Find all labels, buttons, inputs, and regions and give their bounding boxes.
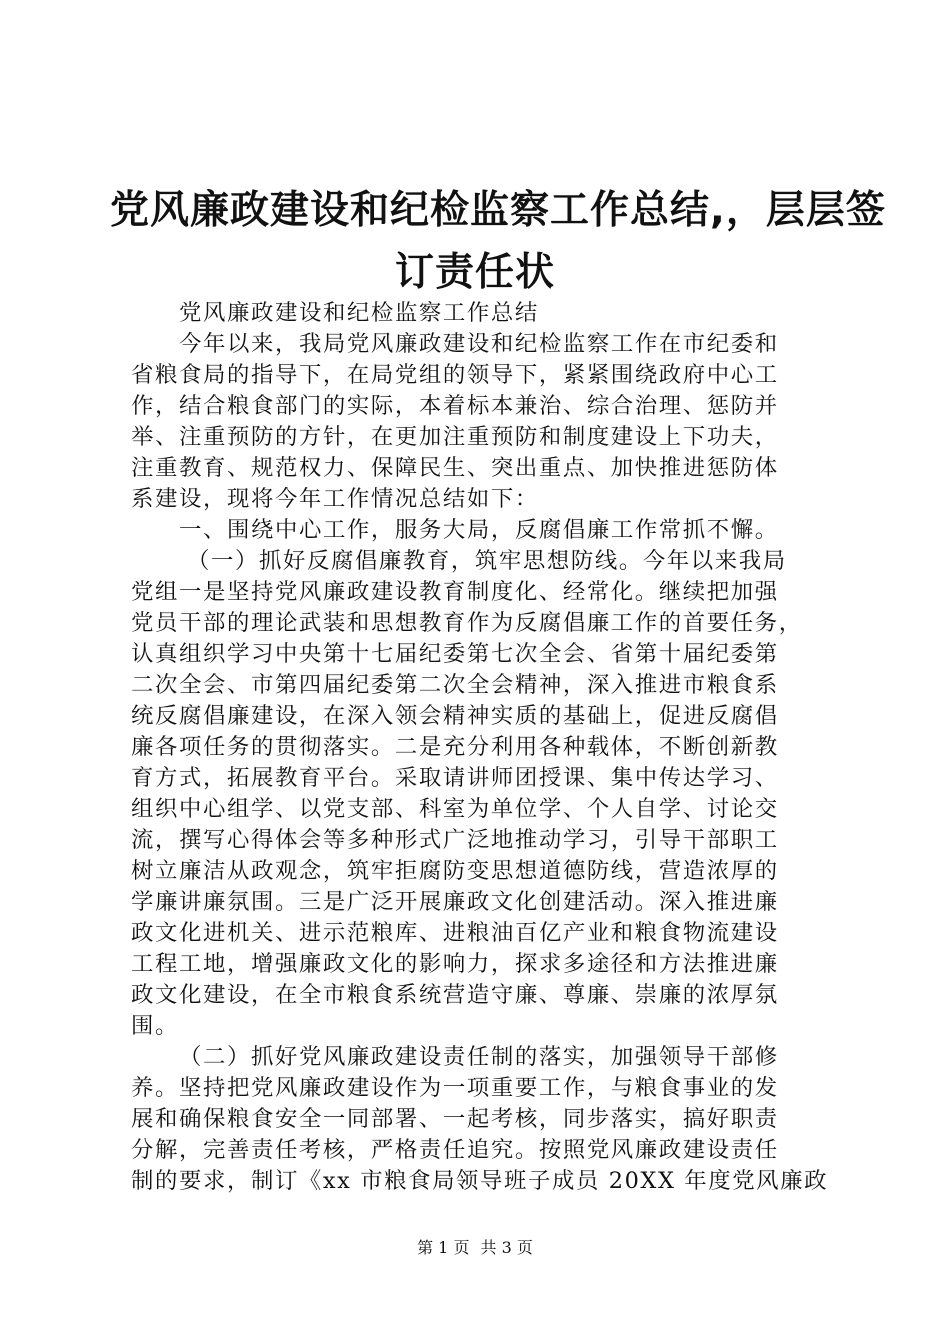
page-footer bbox=[0, 1235, 950, 1258]
paragraph-line: 省粮食局的指导下，在局党组的领导下，紧紧围绕政府中心工 bbox=[131, 362, 779, 388]
paragraph-line: 作，结合粮食部门的实际，本着标本兼治、综合治理、惩防并 bbox=[131, 393, 779, 419]
paragraph-line: 育方式，拓展教育平台。采取请讲师团授课、集中传达学习、 bbox=[131, 765, 779, 791]
title-line-1: 党风廉政建设和纪检监察工作总结,，层层签 bbox=[110, 188, 886, 233]
paragraph-line: 分解，完善责任考核，严格责任追究。按照党风廉政建设责任 bbox=[131, 1137, 779, 1163]
paragraph-line: 廉各项任务的贯彻落实。二是充分利用各种载体，不断创新教 bbox=[131, 734, 779, 760]
subtitle-line: 党风廉政建设和纪检监察工作总结 bbox=[179, 300, 539, 326]
paragraph-line: （二）抓好党风廉政建设责任制的落实，加强领导干部修 bbox=[179, 1044, 779, 1070]
paragraph-line: 树立廉洁从政观念，筑牢拒腐防变思想道德防线，营造浓厚的 bbox=[131, 858, 779, 884]
page-total: 共 3 页 bbox=[480, 1238, 533, 1257]
paragraph-line: 展和确保粮食安全一同部署、一起考核，同步落实，搞好职责 bbox=[131, 1106, 779, 1132]
paragraph-line: 系建设，现将今年工作情况总结如下： bbox=[131, 486, 539, 512]
paragraph-line: 注重教育、规范权力、保障民生、突出重点、加快推进惩防体 bbox=[131, 455, 779, 481]
paragraph-line: 认真组织学习中央第十七届纪委第七次全会、省第十届纪委第 bbox=[131, 641, 779, 667]
page-number: 第 1 页 bbox=[417, 1238, 470, 1257]
title-line-2: 订责任状 bbox=[394, 250, 555, 295]
section-heading-line: 一、围绕中心工作，服务大局，反腐倡廉工作常抓不懈。 bbox=[179, 517, 779, 543]
paragraph-line: 政文化建设，在全市粮食系统营造守廉、尊廉、崇廉的浓厚氛 bbox=[131, 982, 779, 1008]
paragraph-line: 制的要求，制订《xx 市粮食局领导班子成员 20XX 年度党风廉政 bbox=[131, 1168, 829, 1194]
paragraph-line: 养。坚持把党风廉政建设作为一项重要工作，与粮食事业的发 bbox=[131, 1075, 779, 1101]
paragraph-line: 今年以来，我局党风廉政建设和纪检监察工作在市纪委和 bbox=[179, 331, 779, 357]
paragraph-line: 流，撰写心得体会等多种形式广泛地推动学习，引导干部职工 bbox=[131, 827, 779, 853]
paragraph-line: 二次全会、市第四届纪委第二次全会精神，深入推进市粮食系 bbox=[131, 672, 779, 698]
document-body bbox=[131, 298, 831, 1197]
paragraph-line: 政文化进机关、进示范粮库、进粮油百亿产业和粮食物流建设 bbox=[131, 920, 779, 946]
paragraph-line: 举、注重预防的方针，在更加注重预防和制度建设上下功夫， bbox=[131, 424, 779, 450]
paragraph-line: 党组一是坚持党风廉政建设教育制度化、经常化。继续把加强 bbox=[131, 579, 779, 605]
paragraph-line: （一）抓好反腐倡廉教育，筑牢思想防线。今年以来我局 bbox=[187, 548, 787, 574]
paragraph-line: 党员干部的理论武装和思想教育作为反腐倡廉工作的首要任务， bbox=[131, 610, 803, 636]
paragraph-line: 组织中心组学、以党支部、科室为单位学、个人自学、讨论交 bbox=[131, 796, 779, 822]
paragraph-line: 学廉讲廉氛围。三是广泛开展廉政文化创建活动。深入推进廉 bbox=[131, 889, 779, 915]
paragraph-line: 工程工地，增强廉政文化的影响力，探求多途径和方法推进廉 bbox=[131, 951, 779, 977]
document-title bbox=[110, 180, 886, 304]
paragraph-line: 围。 bbox=[131, 1013, 179, 1039]
paragraph-line: 统反腐倡廉建设，在深入领会精神实质的基础上，促进反腐倡 bbox=[131, 703, 779, 729]
